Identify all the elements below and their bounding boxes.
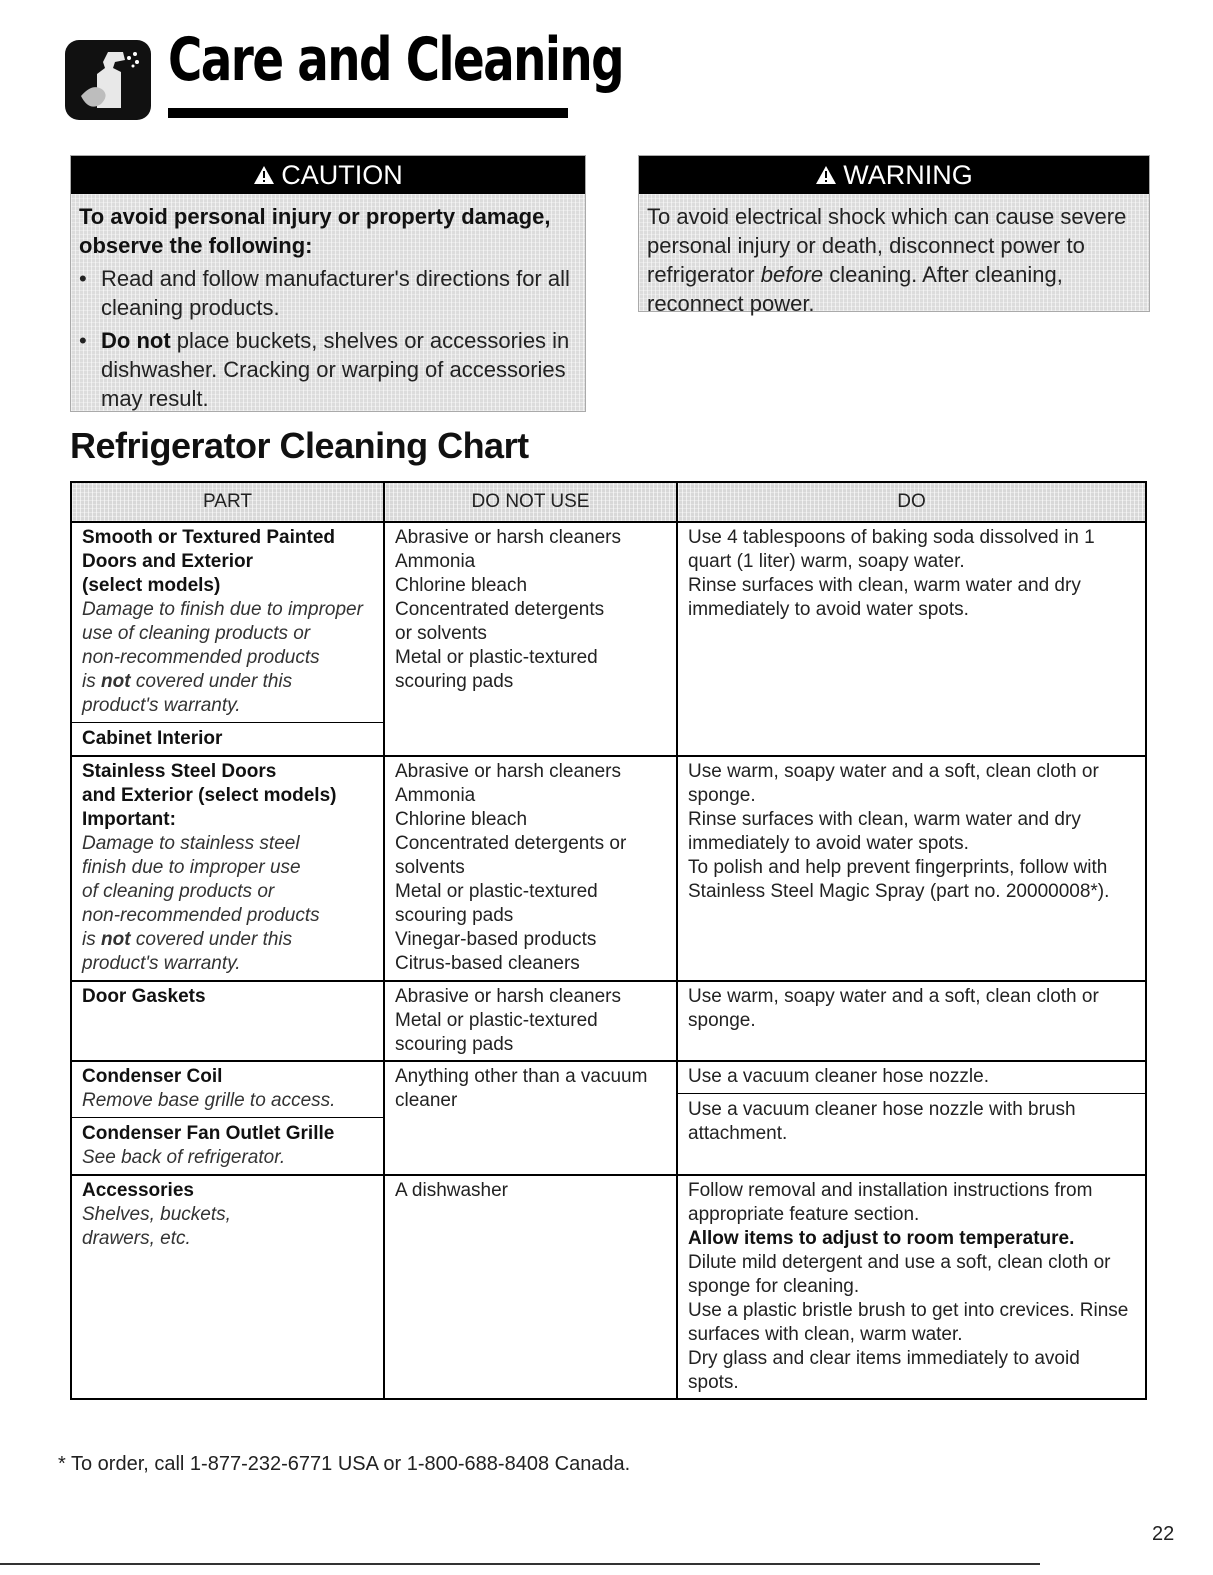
do-not-use-item: Abrasive or harsh cleaners (395, 527, 621, 548)
column-header-do: DO (677, 482, 1146, 522)
part-title: and Exterior (select models) (82, 785, 337, 806)
part-block (72, 722, 383, 755)
part-note: non-recommended products (82, 647, 320, 668)
part-note: Damage to finish due to improper (82, 599, 363, 620)
do-item: appropriate feature section. (688, 1204, 920, 1225)
do-not-use-item: A dishwasher (395, 1180, 509, 1201)
table-row (71, 756, 1146, 981)
do-item: surfaces with clean, warm water. (688, 1324, 963, 1345)
do-item: immediately to avoid water spots. (688, 833, 969, 854)
cleaning-chart-table (70, 481, 1147, 1400)
do-item: Use a vacuum cleaner hose nozzle with brush (688, 1099, 1076, 1120)
part-note: is not covered under this (82, 929, 293, 950)
caution-bullet: • Do not place buckets, shelves or accessories in dishwasher. Cracking or warping of accessories may result. (79, 328, 570, 411)
warning-box (638, 155, 1150, 316)
do-not-use-item: Chlorine bleach (395, 575, 528, 596)
warning-body (639, 194, 1149, 318)
do-item: To polish and help prevent fingerprints, follow with (688, 857, 1108, 878)
page-title: Care and Cleaning (168, 25, 624, 95)
do-not-use-item: solvents (395, 857, 465, 878)
caution-bullet-bold: Do not (101, 328, 171, 353)
do-not-use-item: cleaner (395, 1090, 458, 1111)
do-not-use-item: scouring pads (395, 1034, 514, 1055)
do-not-use-item: Abrasive or harsh cleaners (395, 761, 621, 782)
do-not-use-cell (384, 522, 677, 756)
part-title: Cabinet Interior (82, 728, 223, 749)
part-note: See back of refrigerator. (82, 1147, 286, 1168)
do-item: sponge. (688, 1010, 756, 1031)
do-cell (677, 756, 1146, 981)
do-item: Use 4 tablespoons of baking soda dissolved in 1 (688, 527, 1095, 548)
table-row (71, 1061, 1146, 1175)
do-item: Rinse surfaces with clean, warm water and dry (688, 809, 1081, 830)
caution-bullet: • Read and follow manufacturer's directions for all cleaning products. (79, 264, 575, 322)
warning-text: cleaning. After cleaning, reconnect power. (647, 262, 1063, 316)
part-note: drawers, etc. (82, 1228, 191, 1249)
do-not-use-item: Metal or plastic-textured (395, 1010, 598, 1031)
part-cell (71, 1061, 384, 1175)
do-not-use-item: Citrus-based cleaners (395, 953, 580, 974)
do-not-use-item: Ammonia (395, 551, 476, 572)
column-header-part: PART (71, 482, 384, 522)
part-block (72, 1117, 383, 1174)
do-item: immediately to avoid water spots. (688, 599, 969, 620)
table-row (71, 522, 1146, 756)
do-item: sponge. (688, 785, 756, 806)
do-item: Use warm, soapy water and a soft, clean cloth or (688, 986, 1099, 1007)
do-item: Use warm, soapy water and a soft, clean cloth or (688, 761, 1099, 782)
footnote: * To order, call 1-877-232-6771 USA or 1-800-688-8408 Canada. (58, 1453, 631, 1475)
caution-intro: To avoid personal injury or property damage, observe the following: (79, 204, 551, 258)
do-item: Use a plastic bristle brush to get into crevices. Rinse (688, 1300, 1129, 1321)
column-header-do-not-use: DO NOT USE (384, 482, 677, 522)
bottom-rule (0, 1563, 1040, 1565)
part-title: Important: (82, 809, 176, 830)
do-not-use-item: Chlorine bleach (395, 809, 528, 830)
warning-text: To avoid electrical shock which can cause severe personal injury or death, disconnect power to refrigerator (647, 204, 1127, 287)
do-not-use-item: Concentrated detergents or (395, 833, 627, 854)
do-not-use-item: Metal or plastic-textured (395, 647, 598, 668)
part-block (72, 985, 383, 1013)
part-title: Condenser Fan Outlet Grille (82, 1123, 335, 1144)
do-not-use-cell (384, 1175, 677, 1399)
do-not-use-item: or solvents (395, 623, 487, 644)
do-not-use-item: scouring pads (395, 671, 514, 692)
do-not-use-item: scouring pads (395, 905, 514, 926)
part-note: non-recommended products (82, 905, 320, 926)
spray-bottle-icon (63, 38, 153, 122)
table-row (71, 1175, 1146, 1399)
table-header-row (71, 482, 1146, 522)
do-not-use-item: Anything other than a vacuum (395, 1066, 648, 1087)
part-title: Stainless Steel Doors (82, 761, 277, 782)
do-item: Dilute mild detergent and use a soft, clean cloth or (688, 1252, 1111, 1273)
do-cell (677, 522, 1146, 756)
do-item: Follow removal and installation instructions from (688, 1180, 1093, 1201)
do-cell (677, 981, 1146, 1061)
do-not-use-cell (384, 756, 677, 981)
warning-emphasis: before (760, 262, 824, 287)
part-note: Remove base grille to access. (82, 1090, 336, 1111)
do-item: Use a vacuum cleaner hose nozzle. (688, 1066, 989, 1087)
do-not-use-cell (384, 981, 677, 1061)
do-item: sponge for cleaning. (688, 1276, 860, 1297)
part-block (72, 1065, 383, 1117)
part-cell (71, 1175, 384, 1399)
warning-heading: WARNING (843, 160, 973, 190)
warning-triangle-icon (815, 165, 837, 185)
do-block (678, 1093, 1145, 1150)
do-cell (677, 1061, 1146, 1175)
do-not-use-item: Abrasive or harsh cleaners (395, 986, 621, 1007)
title-underline (168, 108, 568, 118)
do-item-bold: Allow items to adjust to room temperature. (688, 1228, 1075, 1249)
caution-bullet-text: Read and follow manufacturer's directions for all cleaning products. (101, 266, 570, 320)
part-block (72, 526, 383, 722)
do-not-use-item: Vinegar-based products (395, 929, 597, 950)
caution-heading: CAUTION (281, 160, 403, 190)
part-note: of cleaning products or (82, 881, 275, 902)
chart-heading: Refrigerator Cleaning Chart (70, 425, 529, 466)
part-note: product's warranty. (82, 953, 241, 974)
part-title: Door Gaskets (82, 986, 206, 1007)
do-cell (677, 1175, 1146, 1399)
part-note: is not covered under this (82, 671, 293, 692)
part-note: use of cleaning products or (82, 623, 311, 644)
do-item: attachment. (688, 1123, 788, 1144)
do-not-use-item: Ammonia (395, 785, 476, 806)
caution-body (71, 194, 585, 413)
do-not-use-item: Metal or plastic-textured (395, 881, 598, 902)
caution-header (71, 156, 585, 194)
do-not-use-cell (384, 1061, 677, 1175)
caution-box (70, 155, 586, 412)
part-title: (select models) (82, 575, 221, 596)
page-number: 22 (1152, 1523, 1175, 1545)
part-title: Accessories (82, 1180, 194, 1201)
table-body (71, 522, 1146, 1399)
do-item: Stainless Steel Magic Spray (part no. 20000008*). (688, 881, 1110, 902)
warning-triangle-icon (253, 165, 275, 185)
part-cell (71, 756, 384, 981)
table-row (71, 981, 1146, 1061)
warning-header (639, 156, 1149, 194)
caution-bullet-text: place buckets, shelves or accessories in dishwasher. Cracking or warping of accessories may result. (101, 328, 570, 411)
part-block (72, 1179, 383, 1255)
do-item: Dry glass and clear items immediately to avoid spots. (688, 1348, 1080, 1393)
do-item: Rinse surfaces with clean, warm water and dry (688, 575, 1081, 596)
part-title: Condenser Coil (82, 1066, 223, 1087)
part-block (72, 760, 383, 980)
part-title: Smooth or Textured Painted (82, 527, 336, 548)
part-note: product's warranty. (82, 695, 241, 716)
part-note: Shelves, buckets, (82, 1204, 231, 1225)
do-not-use-item: Concentrated detergents (395, 599, 605, 620)
do-block (678, 1065, 1145, 1093)
do-item: quart (1 liter) warm, soapy water. (688, 551, 965, 572)
part-cell (71, 522, 384, 756)
part-note: finish due to improper use (82, 857, 301, 878)
part-title: Doors and Exterior (82, 551, 254, 572)
part-cell (71, 981, 384, 1061)
part-note: Damage to stainless steel (82, 833, 300, 854)
